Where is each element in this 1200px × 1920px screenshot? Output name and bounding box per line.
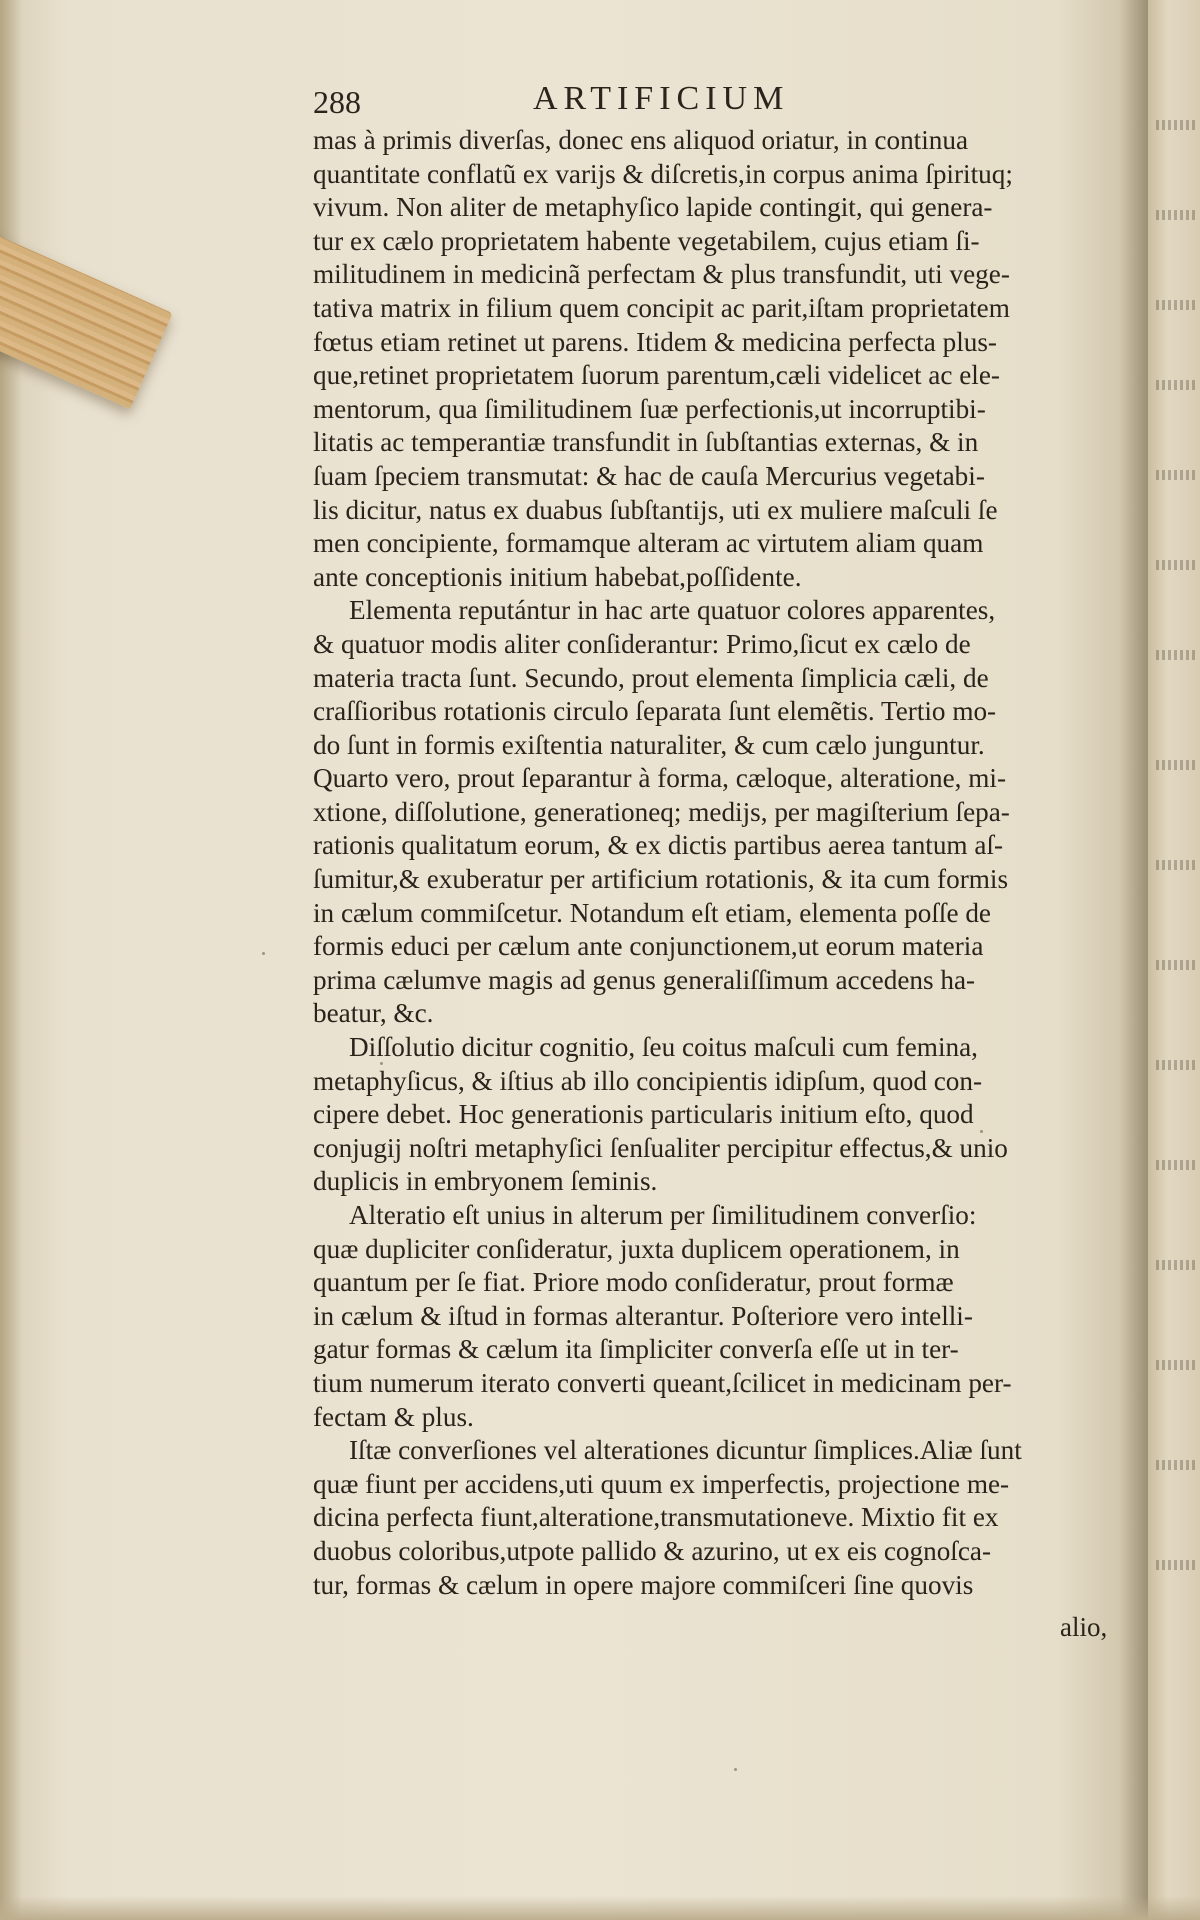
text-line: in cælum & iſtud in formas alterantur. Poſteriore vero intelli-: [313, 1300, 973, 1331]
text-line: mas à primis diverſas, donec ens aliquod oriatur, in continua: [313, 125, 969, 155]
text-line: rationis qualitatum eorum, & ex dictis partibus aerea tantum aſ-: [313, 830, 1004, 861]
text-line: militudinem in medicinã perfectam & plus transfundit, uti vege-: [313, 259, 1010, 290]
facing-page-text-fragment: [1156, 1160, 1196, 1170]
text-line: tium numerum iterato converti queant,ſcilicet in medicinam per-: [313, 1367, 1012, 1398]
text-line: quæ fiunt per accidens,uti quum ex imperfectis, projectione me-: [313, 1468, 1010, 1499]
paragraph-first-line: Alteratio eſt unius in alterum per ſimilitudinem converſio:: [349, 1200, 977, 1230]
facing-page-text-fragment: [1156, 1360, 1196, 1370]
facing-page-text-fragment: [1156, 1060, 1196, 1070]
text-line: mentorum, qua ſimilitudinem ſuæ perfectionis,ut incorruptibi-: [313, 393, 986, 424]
text-line: beatur, &c.: [313, 998, 434, 1029]
facing-page-text-fragment: [1156, 120, 1196, 130]
spine-shadow: [1120, 0, 1150, 1920]
text-line: cipere debet. Hoc generationis particularis initium eſto, quod: [313, 1099, 974, 1130]
text-line: tur ex cælo proprietatem habente vegetabilem, cujus etiam ſi-: [313, 225, 980, 256]
text-line: prima cælumve magis ad genus generaliſſimum accedens ha-: [313, 964, 976, 995]
text-line: ſumitur,& exuberatur per artificium rotationis, & ita cum formis: [313, 864, 1009, 895]
catchword: alio,: [1060, 1612, 1108, 1642]
text-line: litatis ac temperantiæ transfundit in ſubſtantias externas, & in: [313, 427, 979, 458]
text-line: que,retinet proprietatem ſuorum parentum,cæli videlicet ac ele-: [313, 360, 1000, 391]
text-line: Quarto vero, prout ſeparantur à forma, cæloque, alteratione, mi-: [313, 763, 1007, 794]
paragraph-first-line: Diſſolutio dicitur cognitio, ſeu coitus maſculi cum femina,: [349, 1032, 978, 1063]
facing-page-text-fragment: [1156, 380, 1196, 390]
facing-page-text-fragment: [1156, 210, 1196, 220]
text-line: lis dicitur, natus ex duabus ſubſtantijs, uti ex muliere maſculi ſe: [313, 494, 998, 525]
facing-page-text-fragment: [1156, 1460, 1196, 1470]
facing-page-text-fragment: [1156, 300, 1196, 310]
text-line: duobus coloribus,utpote pallido & azurino, ut ex eis cognoſca-: [313, 1535, 992, 1566]
page-bottom-edge: [0, 1896, 1200, 1920]
facing-page-text-fragment: [1156, 860, 1196, 870]
facing-page-text-fragment: [1156, 760, 1196, 770]
page-number: 288: [313, 84, 361, 120]
page-header: [313, 78, 913, 126]
text-line: tur, formas & cælum in opere majore commiſceri ſine quovis: [313, 1569, 974, 1600]
text-line: ante conceptionis initium habebat,poſſidente.: [313, 561, 802, 592]
facing-page-text-fragment: [1156, 1560, 1196, 1570]
text-line: do ſunt in formis exiſtentia naturaliter, & cum cælo junguntur.: [313, 729, 985, 760]
text-line: conjugij noſtri metaphyſici ſenſualiter percipitur effectus,& unio: [313, 1132, 1008, 1163]
text-line: men concipiente, formamque alteram ac virtutem aliam quam: [313, 528, 984, 559]
paper-fleck: [734, 1768, 737, 1771]
text-line: ſuam ſpeciem transmutat: & hac de cauſa Mercurius vegetabi-: [313, 460, 985, 491]
text-line: quæ dupliciter conſideratur, juxta duplicem operationem, in: [313, 1233, 960, 1264]
text-line: gatur formas & cælum ita ſimpliciter converſa eſſe ut in ter-: [313, 1334, 959, 1365]
text-line: quantitate conflatũ ex varijs & diſcretis,in corpus anima ſpirituq;: [313, 158, 1013, 189]
body-text: [313, 124, 1108, 1602]
text-line: dicina perfecta fiunt,alteratione,transmutationeve. Mixtio fit ex: [313, 1502, 999, 1533]
text-line: vivum. Non aliter de metaphyſico lapide contingit, qui genera-: [313, 192, 993, 223]
text-line: quantum per ſe fiat. Priore modo conſideratur, prout formæ: [313, 1267, 954, 1298]
text-line: craſſioribus rotationis circulo ſeparata ſunt elemẽtis. Tertio mo-: [313, 696, 997, 727]
text-line: xtione, diſſolutione, generationeq; medijs, per magiſterium ſepa-: [313, 796, 1010, 827]
facing-page-text-fragment: [1156, 1260, 1196, 1270]
text-line: tativa matrix in filium quem concipit ac parit,iſtam proprietatem: [313, 292, 1010, 323]
facing-page-text-fragment: [1156, 470, 1196, 480]
facing-page-text-fragment: [1156, 560, 1196, 570]
paper-fleck: [262, 952, 265, 955]
running-head: ARTIFICIUM: [533, 80, 790, 117]
text-line: duplicis in embryonem ſeminis.: [313, 1166, 658, 1197]
text-line: in cælum commiſcetur. Notandum eſt etiam, elementa poſſe de: [313, 897, 991, 928]
text-line: fectam & plus.: [313, 1401, 474, 1432]
text-line: materia tracta ſunt. Secundo, prout elementa ſimplicia cæli, de: [313, 662, 989, 693]
facing-page-edge: [1148, 0, 1200, 1920]
paragraph-first-line: Iſtæ converſiones vel alterationes dicuntur ſimplices.Aliæ ſunt: [349, 1435, 1022, 1466]
text-line: metaphyſicus, & iſtius ab illo concipientis idipſum, quod con-: [313, 1065, 983, 1096]
text-line: fœtus etiam retinet ut parens. Itidem & medicina perfecta plus-: [313, 326, 997, 357]
facing-page-text-fragment: [1156, 960, 1196, 970]
facing-page-text-fragment: [1156, 650, 1196, 660]
text-line: & quatuor modis aliter conſiderantur: Primo,ſicut ex cælo de: [313, 628, 971, 659]
text-line: formis educi per cælum ante conjunctionem,ut eorum materia: [313, 931, 984, 962]
paragraph-first-line: Elementa reputántur in hac arte quatuor colores apparentes,: [349, 595, 996, 626]
